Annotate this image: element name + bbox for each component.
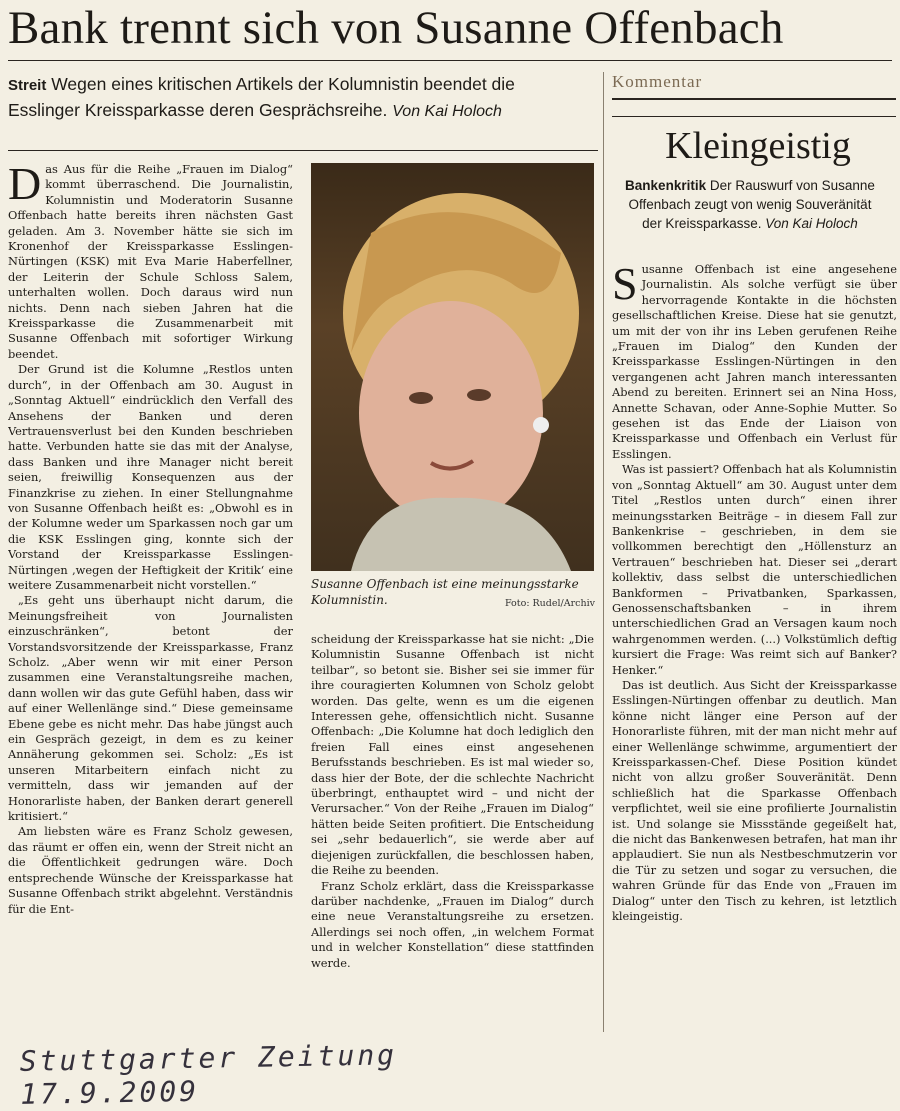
article-paragraph: Am liebsten wäre es Franz Scholz gewesen, das räumt er offen ein, wenn der Streit nicht an die Öffentlichkeit gedrungen wäre. Doch entsprechende Wünsche der Kreissparkasse hat Susanne Offenbach strikt abgelehnt. Verständnis für die Ent-: [8, 824, 293, 916]
dropcap: S: [612, 262, 638, 309]
dropcap: D: [8, 162, 42, 209]
photo-caption: Susanne Offenbach ist eine meinungsstarke Kolumnistin.: [311, 577, 579, 607]
commentary-column: [612, 262, 897, 1037]
commentary-deck: [620, 176, 880, 233]
article-deck: [8, 72, 568, 124]
kommentar-rule-thin: [612, 116, 896, 117]
article-paragraph: Der Grund ist die Kolumne „Restlos unten durch“, in der Offenbach am 30. August in „Sonntag Aktuell“ eindrücklich den Verfall des Ansehens der Banken und deren Vertrauensverlust bei den Kunden beschrieben hatte. Verbunden hatte sie das mit der Analyse, dass Banken und ihre Manager nicht bereit seien, freiwillig Konsequenzen aus der Finanzkrise zu ziehen. In einer Stellungnahme von Susanne Offenbach heißt es: „Obwohl es in der Kolumne weder um Sparkassen noch gar um die KSK Esslingen ging, konnte sich der Vorstand der Kreissparkasse Esslingen-Nürtingen ‚wegen der Heftigkeit der Kritik‘ eine weitere Zusammenarbeit nicht vorstellen.“: [8, 362, 293, 592]
handwritten-source-date: Stuttgarter Zeitung 17.9.2009: [19, 1038, 398, 1111]
portrait-illustration: [311, 163, 594, 571]
commentary-paragraph: Was ist passiert? Offenbach hat als Kolumnistin von „Sonntag Aktuell“ am 30. August unter dem Titel „Restlos unten durch“ einen ihrer meinungsstarken Beiträge – in diesem Fall zur Bankenkrise – geschrieben, in dem sie vollkommen berechtigt den „Höllensturz an Vertrauen“ beschrieben hat. Dieser sei „derart kollektiv, dass selbst die unterschiedlichen Bankformen – Privatbanken, Sparkassen, Genossenschaftsbanken – in ihrem unterschiedlichen Grad an Versagen kaum noch wahrgenommen werden. (...) Volkstümlich deftig kursiert die Frage: Was reimt sich auf Banker? Henker.“: [612, 462, 897, 677]
deck-byline: Von Kai Holoch: [392, 103, 502, 120]
commentary-paragraph: Susanne Offenbach ist eine angesehene Journalistin. Als solche verfügt sie über hervorragende Kontakte in die höchsten gesellschaftlichen Kreise. Diese hat sie genutzt, um mit der von ihr ins Leben gerufenen Reihe „Frauen im Dialog“ den Kunden der Kreissparkasse Esslingen-Nürtingen in den vergangenen acht Jahren manch interessanten Abend zu bereiten. Erinnert sei an Nina Hoss, Annette Schavan, oder Anne-Sophie Mutter. So gesehen ist das Ende der Liaison von Kreissparkasse und Offenbach ein Verlust für Esslingen.: [612, 262, 897, 461]
article-paragraph: „Es geht uns überhaupt nicht darum, die Meinungsfreiheit von Journalisten einzuschränken“, betont der Vorstandsvorsitzende der Kreissparkasse, Franz Scholz. „Aber wenn wir mit einer Person zusammen eine Veranstaltungsreihe machen, dann wollen wir das gute Gefühl haben, dass wir auf einer Wellenlänge sind.“ Diese gemeinsame Ebene gebe es nicht mehr. Das habe jüngst auch ein Gespräch gezeigt, in dem es zu keiner Annäherung gekommen sei. Scholz: „Es ist unseren Mitarbeitern einfach nicht zu vermitteln, dass wir jemanden auf der Honorarliste haben, der Banken derart generell kritisiert.“: [8, 593, 293, 824]
article-paragraph: Franz Scholz erklärt, dass die Kreissparkasse darüber nachdenke, „Frauen im Dialog“ durch eine neue Veranstaltungsreihe zu ersetzen. Allerdings sei noch offen, „in welchem Format und in welcher Konstellation“ diese stattfinden werde.: [311, 878, 594, 970]
kommentar-rule: [612, 98, 896, 100]
portrait-photo: [311, 163, 594, 571]
article-column-2: [311, 632, 594, 1037]
article-deck-rule: [8, 150, 598, 151]
kommentar-label: Kommentar: [612, 72, 703, 91]
commentary-kicker: Bankenkritik: [625, 178, 707, 193]
deck-text: Wegen eines kritischen Artikels der Kolumnistin beendet die Esslinger Kreissparkasse deren Gesprächsreihe.: [8, 74, 515, 120]
article-paragraph: Das Aus für die Reihe „Frauen im Dialog“ kommt überraschend. Die Journalistin, Kolumnistin und Moderatorin Susanne Offenbach hatte bereits ihren nächsten Gast geladen. Am 3. November hätte sie sich im Kronenhof der Kreissparkasse Esslingen-Nürtingen (KSK) mit Eva Marie Haberfellner, der Leiterin der Schule Schloss Salem, unterhalten wollen. Doch daraus wird nun nichts. Denn nach sieben Jahren hat die Kreissparkasse die Zusammenarbeit mit Susanne Offenbach mit sofortiger Wirkung beendet.: [8, 162, 293, 361]
headline: Bank trennt sich von Susanne Offenbach: [8, 2, 784, 54]
column-divider: [603, 72, 604, 1032]
commentary-deck-text: Der Rauswurf von Susanne Offenbach zeugt von wenig Souveränität der Kreissparkasse.: [628, 178, 875, 231]
headline-rule: [8, 60, 892, 61]
commentary-title: Kleingeistig: [665, 125, 851, 167]
commentary-byline: Von Kai Holoch: [765, 216, 858, 231]
article-paragraph: scheidung der Kreissparkasse hat sie nicht: „Die Kolumnistin Susanne Offenbach ist nicht teilbar“, so betont sie. Bisher sei sie immer für ihre couragierten Kolumnen von Scholz gelobt worden. Das gelte, wenn es um die eigenen Interessen gehe, offensichtlich nicht. Susanne Offenbach: „Die Kolumne hat doch lediglich den freien Fall eines einst angesehenen Berufsstands beschrieben. Es ist mal wieder so, dass hier der Bote, der die schlechte Nachricht überbringt, enthauptet wird – und nicht der Verursacher.“ Von der Reihe „Frauen im Dialog“ hätten beide Seiten profitiert. Die Entscheidung sei „sehr bedauerlich“, sie werde aber auf diejenigen zurückfallen, die beschlossen haben, die Reihe zu beenden.: [311, 632, 594, 878]
deck-kicker: Streit: [8, 77, 47, 94]
photo-credit: Foto: Rudel/Archiv: [504, 598, 595, 609]
article-column-1: [8, 162, 293, 1037]
commentary-paragraph: Das ist deutlich. Aus Sicht der Kreissparkasse Esslingen-Nürtingen offenbar zu deutlich. Man könne nicht länger eine Person auf der Honorarliste führen, mit der man nicht mehr auf einer Wellenlänge schwimme, argumentiert der Kreissparkassen-Chef. Diese Position kündet nicht von allzu großer Souveränität. Denn schließlich hat die Sparkasse Offenbach verpflichtet, weil sie eine profilierte Journalistin ist. Und solange sie Missstände gegeißelt hat, die nicht das Bankenwesen betrafen, hat man ihr applaudiert. Sie nun als Nestbeschmutzerin vor die Tür zu setzen und sogar zu versuchen, die wahren Gründe für das Ende von „Frauen im Dialog“ unter den Tisch zu kehren, ist letztlich kleingeistig.: [612, 677, 897, 924]
